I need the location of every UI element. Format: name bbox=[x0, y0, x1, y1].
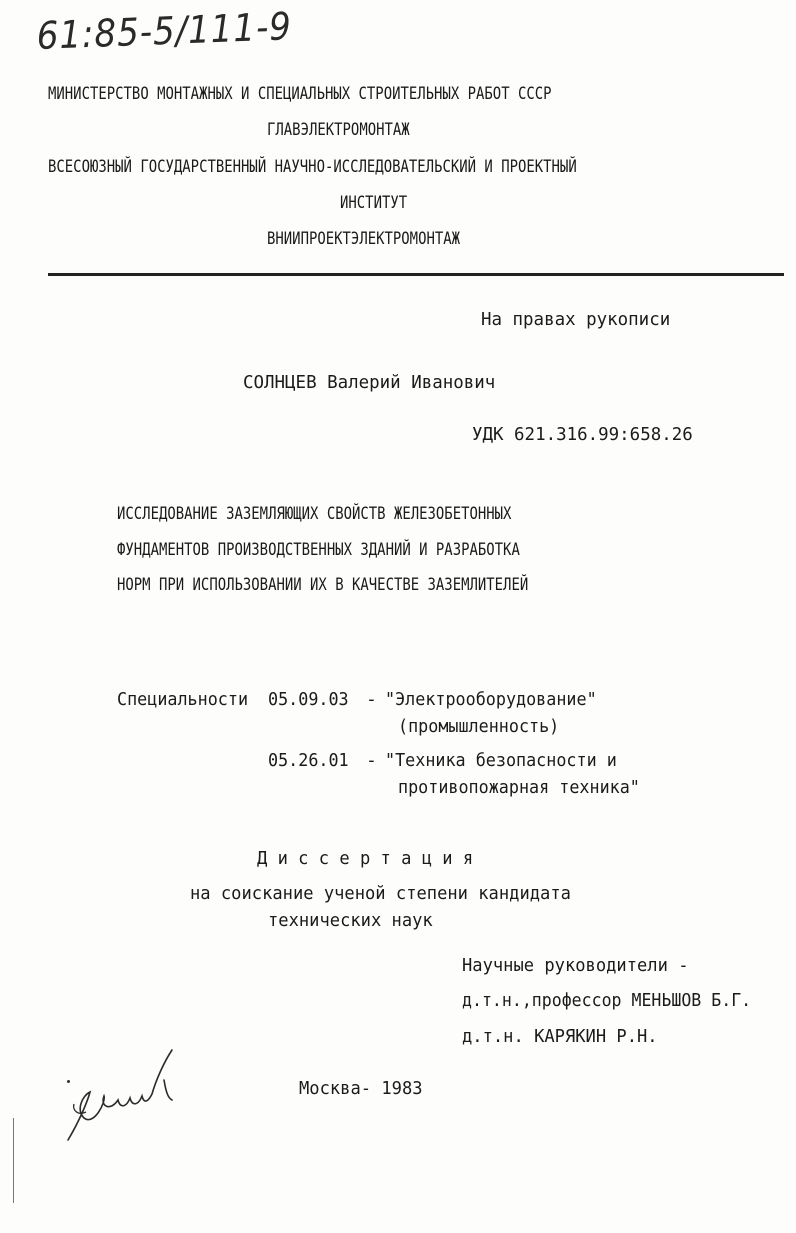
header-divider bbox=[48, 273, 784, 276]
specialty-code-1: 05.09.03 bbox=[268, 689, 349, 710]
thesis-title-line-2: ФУНДАМЕНТОВ ПРОИЗВОДСТВЕННЫХ ЗДАНИЙ И РАЗРАБОТКА bbox=[117, 540, 520, 560]
place-and-year: Москва- 1983 bbox=[299, 1078, 423, 1099]
handwritten-archive-code: 61:85-5/111-9 bbox=[36, 4, 293, 58]
udc-code: УДК 621.316.99:658.26 bbox=[472, 424, 693, 445]
specialty-code-2: 05.26.01 bbox=[268, 750, 349, 771]
institute-name-line2: ИНСТИТУТ bbox=[340, 193, 408, 213]
specialty-name-1-line1: "Электрооборудование" bbox=[385, 689, 597, 710]
supervisor-1: д.т.н.,профессор МЕНЬШОВ Б.Г. bbox=[462, 990, 752, 1011]
dissertation-heading: Д и с с е р т а ц и я bbox=[257, 848, 474, 869]
supervisors-label: Научные руководители - bbox=[462, 955, 689, 976]
degree-line-1: на соискание ученой степени кандидата bbox=[190, 883, 571, 904]
specialty-dash-2: - bbox=[366, 750, 377, 771]
specialty-name-1-line2: (промышленность) bbox=[398, 716, 560, 737]
degree-line-2: технических наук bbox=[268, 910, 433, 931]
institute-abbreviation: ВНИИПРОЕКТЭЛЕКТРОМОНТАЖ bbox=[267, 229, 461, 249]
thesis-title-line-1: ИССЛЕДОВАНИЕ ЗАЗЕМЛЯЮЩИХ СВОЙСТВ ЖЕЛЕЗОБЕТОННЫХ bbox=[117, 504, 512, 524]
ink-dot bbox=[67, 1080, 70, 1083]
supervisor-2: д.т.н. КАРЯКИН Р.Н. bbox=[462, 1026, 658, 1047]
specialty-name-2-line1: "Техника безопасности и bbox=[385, 750, 617, 771]
margin-mark bbox=[13, 1118, 14, 1203]
institute-name-line1: ВСЕСОЮЗНЫЙ ГОСУДАРСТВЕННЫЙ НАУЧНО-ИССЛЕДОВАТЕЛЬСКИЙ И ПРОЕКТНЫЙ bbox=[48, 157, 577, 177]
specialty-name-2-line2: противопожарная техника" bbox=[398, 777, 640, 798]
ministry-name: МИНИСТЕРСТВО МОНТАЖНЫХ И СПЕЦИАЛЬНЫХ СТРОИТЕЛЬНЫХ РАБОТ СССР bbox=[48, 84, 552, 104]
signature bbox=[60, 1040, 190, 1150]
specialty-dash-1: - bbox=[366, 689, 377, 710]
specialties-label: Специальности bbox=[117, 689, 249, 710]
manuscript-rights-note: На правах рукописи bbox=[481, 309, 671, 330]
thesis-title-line-3: НОРМ ПРИ ИСПОЛЬЗОВАНИИ ИХ В КАЧЕСТВЕ ЗАЗЕМЛИТЕЛЕЙ bbox=[117, 575, 529, 595]
author-name: СОЛНЦЕВ Валерий Иванович bbox=[243, 372, 496, 393]
glavk-name: ГЛАВЭЛЕКТРОМОНТАЖ bbox=[267, 120, 410, 140]
